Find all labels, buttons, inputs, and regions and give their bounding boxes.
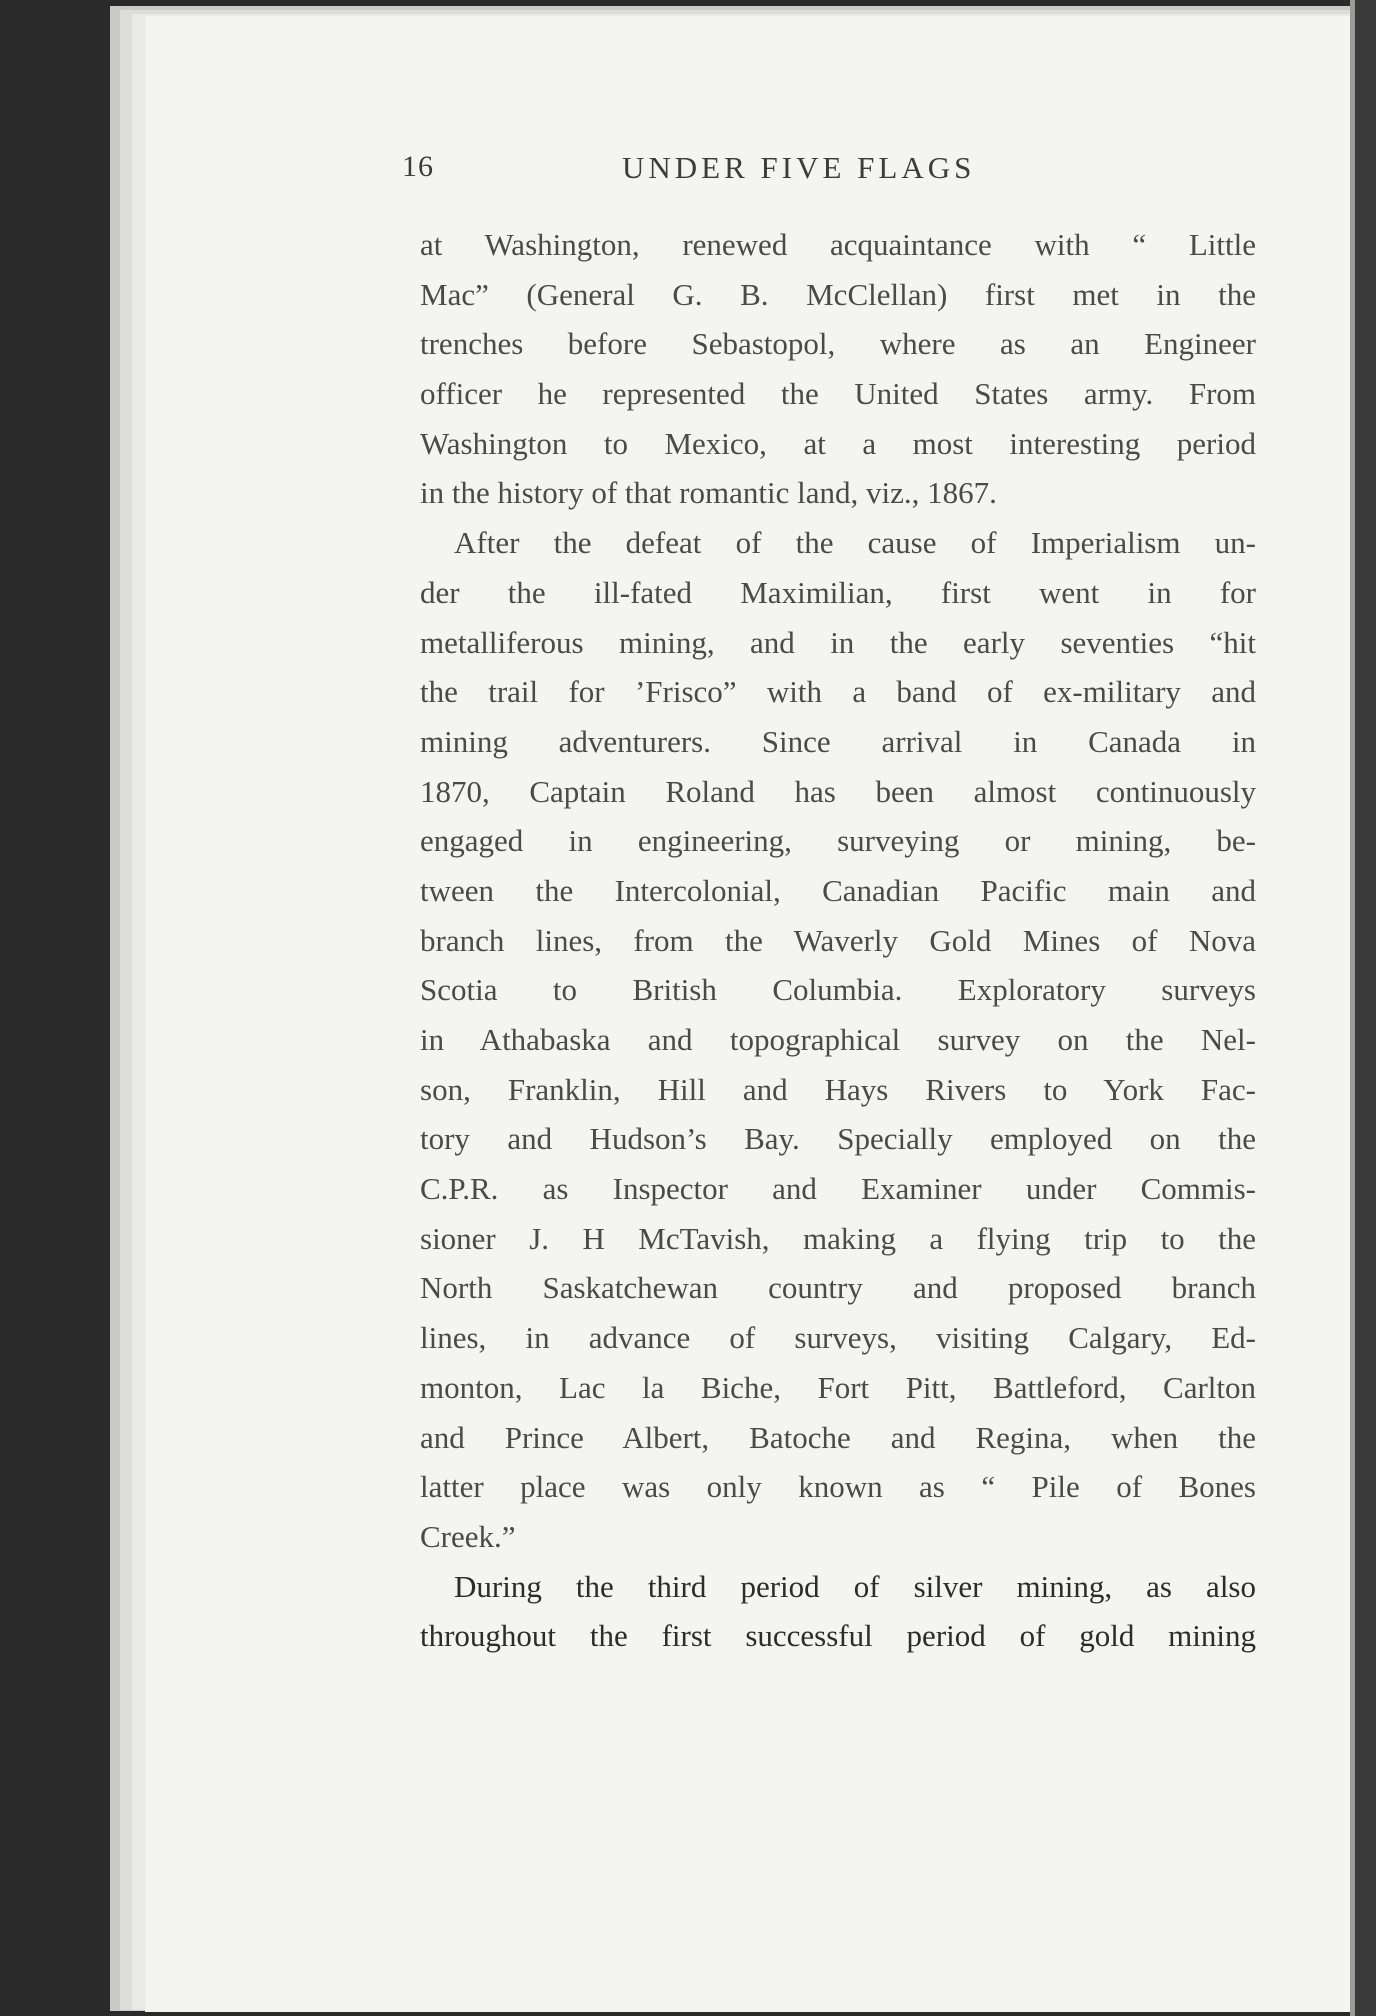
text-line: latter place was only known as “ Pile of Bones [420, 1469, 1256, 1505]
page-number: 16 [402, 150, 434, 183]
text-line: North Saskatchewan country and proposed branch [420, 1270, 1256, 1306]
text-line: branch lines, from the Waverly Gold Mines of Nova [420, 922, 1256, 958]
text-line: tory and Hudson’s Bay. Specially employed on the [420, 1121, 1256, 1157]
text-line: 1870, Captain Roland has been almost continuously [420, 773, 1256, 809]
text-line: sioner J. H McTavish, making a flying trip to the [420, 1220, 1256, 1256]
text-line: son, Franklin, Hill and Hays Rivers to York Fac- [420, 1071, 1256, 1107]
paragraph [420, 518, 1256, 1561]
text-line: C.P.R. as Inspector and Examiner under Commis- [420, 1171, 1256, 1207]
text-line: the trail for ’Frisco” with a band of ex-military and [420, 674, 1256, 710]
text-line: trenches before Sebastopol, where as an Engineer [420, 326, 1256, 362]
text-line: at Washington, renewed acquaintance with “ Little [420, 227, 1256, 262]
text-line: mining adventurers. Since arrival in Canada in [420, 723, 1256, 759]
text-line: lines, in advance of surveys, visiting Calgary, Ed- [420, 1320, 1256, 1356]
body-text [420, 220, 1256, 1661]
text-line: Mac” (General G. B. McClellan) first met in the [420, 276, 1256, 312]
paragraph [420, 220, 1256, 518]
text-line: monton, Lac la Biche, Fort Pitt, Battleford, Carlton [420, 1369, 1256, 1405]
text-line: Scotia to British Columbia. Exploratory surveys [420, 972, 1256, 1008]
text-line: throughout the first successful period of gold mining [420, 1618, 1256, 1654]
paragraph [420, 1562, 1256, 1661]
text-line: engaged in engineering, surveying or mining, be- [420, 823, 1256, 859]
running-header [402, 150, 1250, 190]
scan-border [1355, 0, 1376, 2016]
text-line: Creek.” [420, 1518, 516, 1554]
running-title: UNDER FIVE FLAGS [622, 150, 976, 185]
text-line: tween the Intercolonial, Canadian Pacific main and [420, 872, 1256, 908]
text-line: After the defeat of the cause of Imperialism un- [454, 525, 1256, 561]
text-line: Washington to Mexico, at a most interesting period [420, 425, 1256, 461]
text-line: in Athabaska and topographical survey on the Nel- [420, 1022, 1256, 1057]
text-line: and Prince Albert, Batoche and Regina, when the [420, 1419, 1256, 1455]
text-line: der the ill-fated Maximilian, first went in for [420, 574, 1256, 610]
text-line: officer he represented the United States army. From [420, 376, 1256, 412]
text-line: During the third period of silver mining, as also [454, 1568, 1256, 1604]
text-line: metalliferous mining, and in the early seventies “hit [420, 624, 1256, 660]
text-line: in the history of that romantic land, viz., 1867. [420, 475, 997, 511]
